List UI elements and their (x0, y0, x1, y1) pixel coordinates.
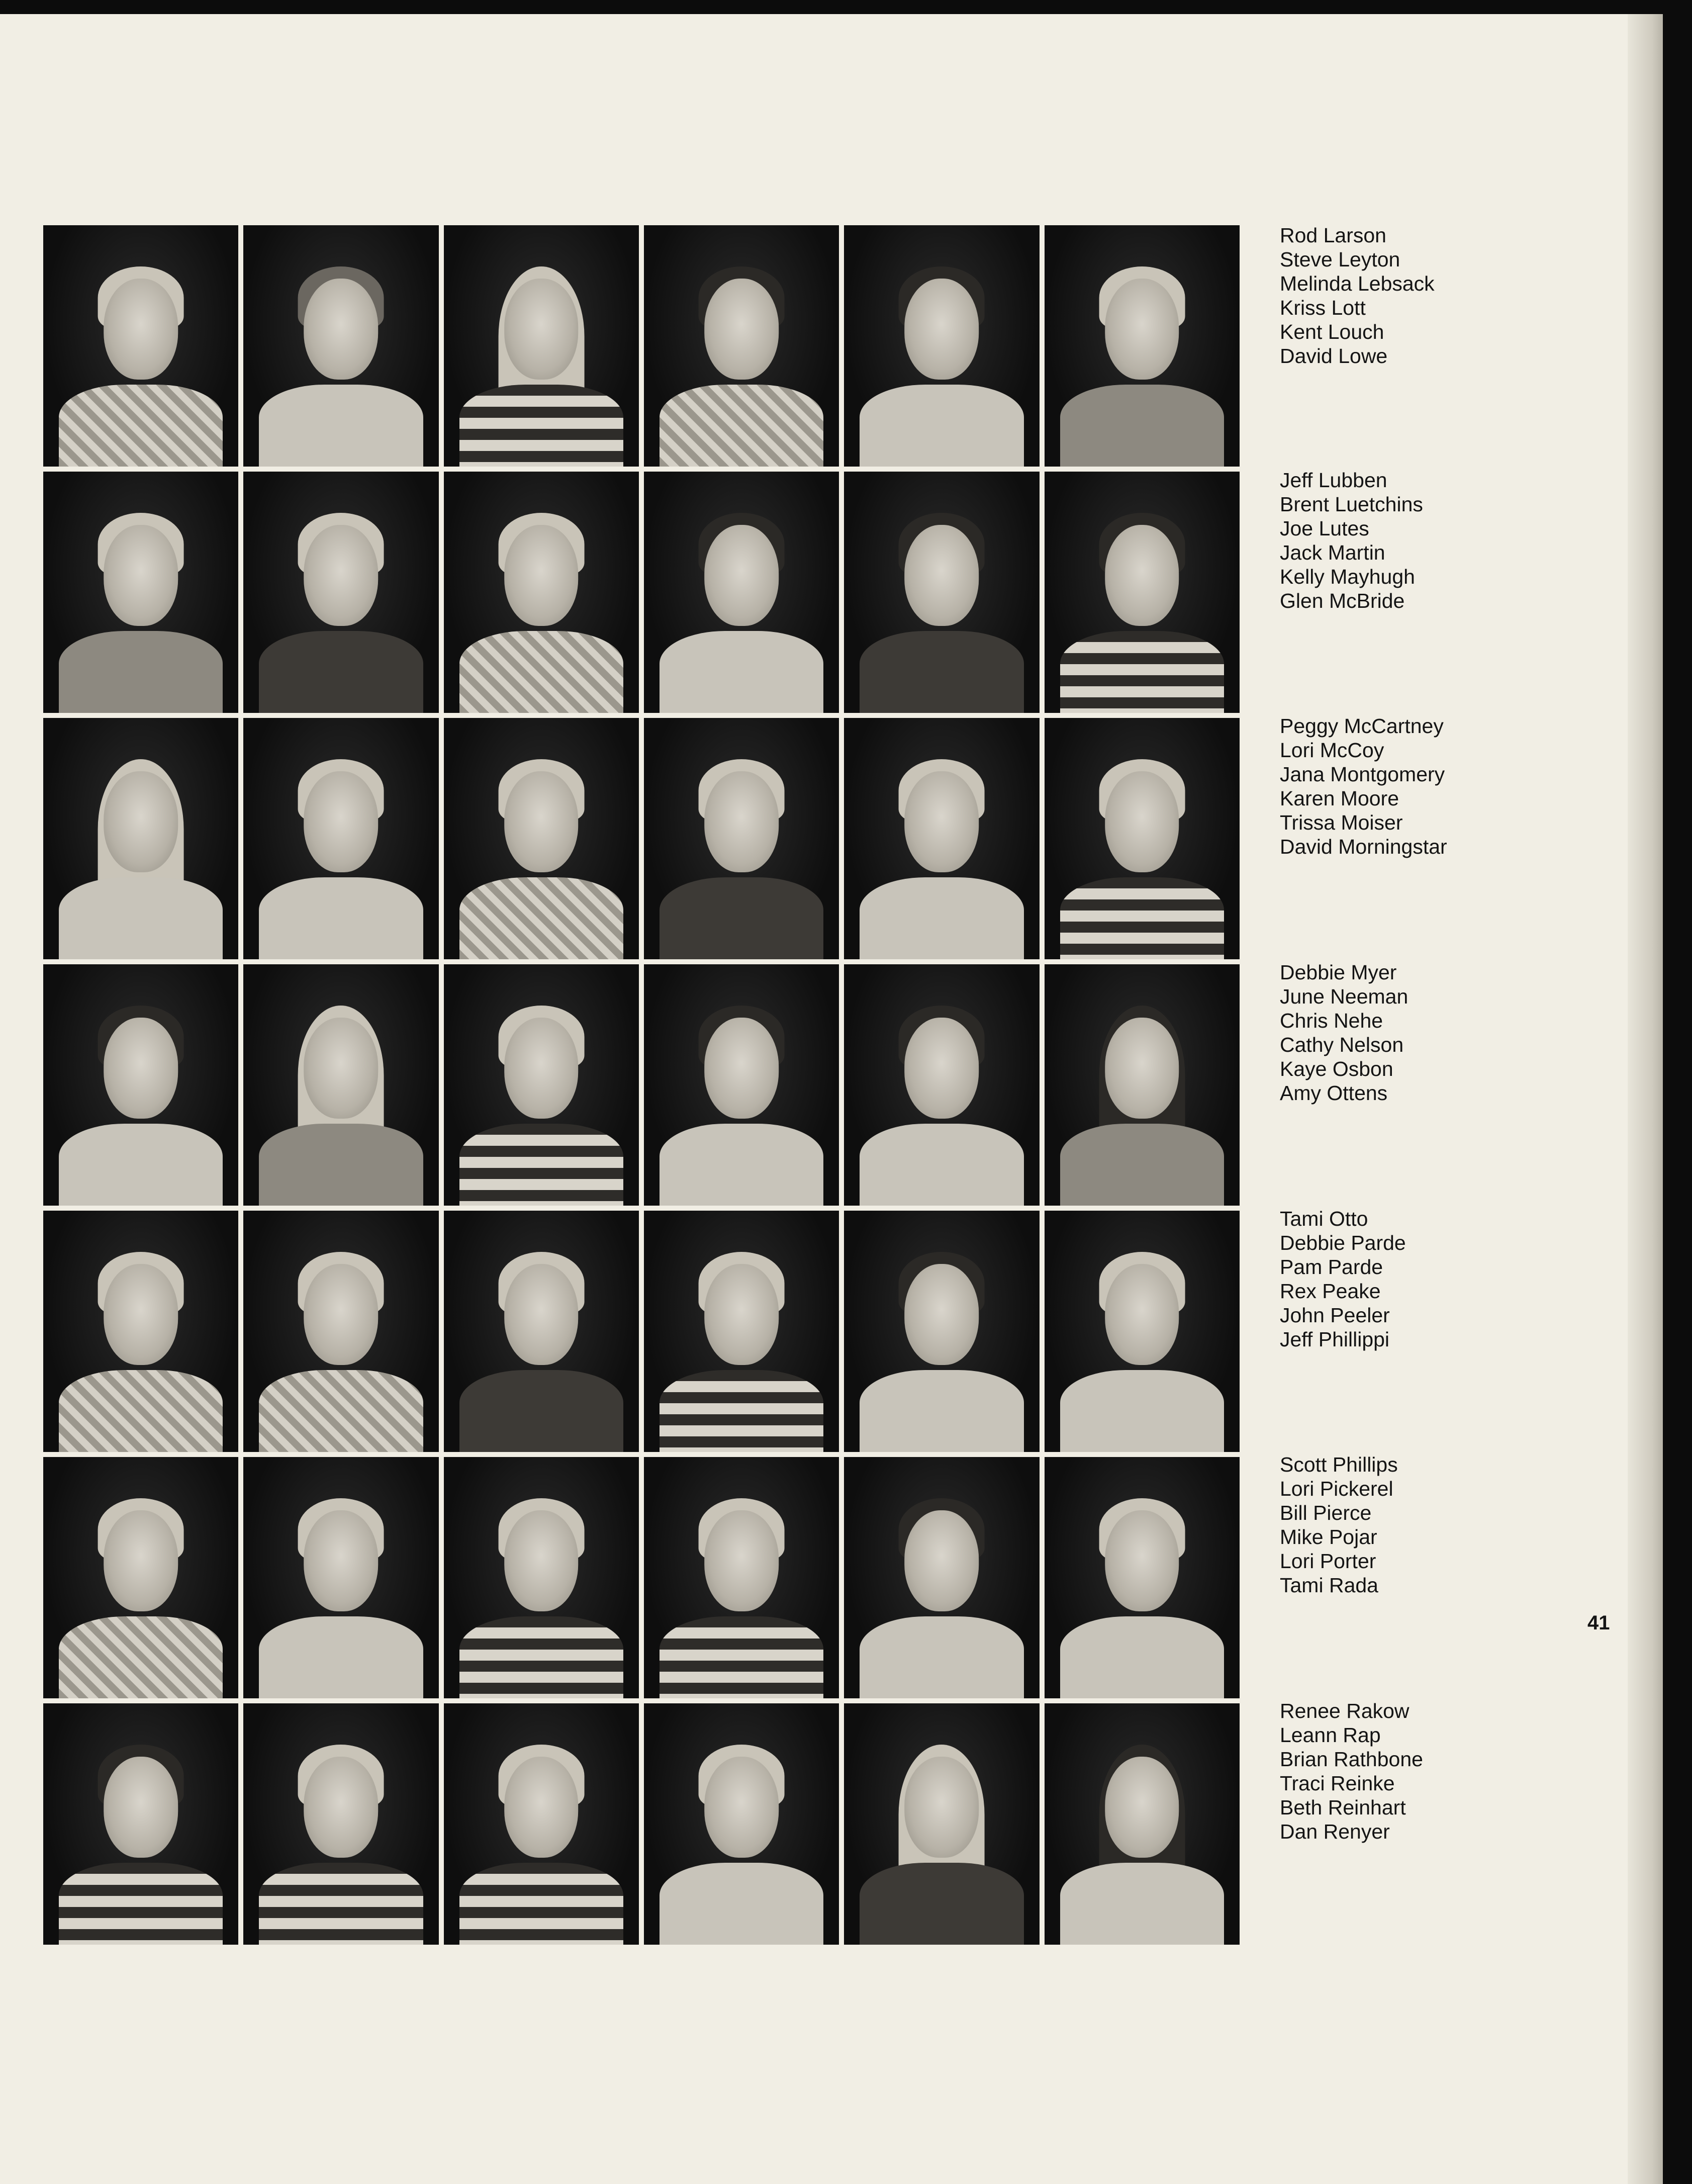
page-fold-shadow (1628, 14, 1663, 2184)
student-name: Kelly Mayhugh (1280, 565, 1415, 588)
portrait-face (1105, 771, 1179, 873)
student-name: Chris Nehe (1280, 1009, 1383, 1032)
portrait-shirt (459, 1863, 623, 1945)
portrait-face (104, 1018, 178, 1119)
name-list (1280, 1452, 1398, 1597)
portrait-shirt (860, 385, 1023, 467)
portrait-face (905, 1510, 979, 1612)
portrait-shirt (59, 1863, 223, 1945)
student-name: Brent Luetchins (1280, 493, 1423, 516)
portrait-shirt (259, 877, 423, 959)
student-portrait (1045, 1703, 1240, 1945)
portrait-shirt (459, 385, 623, 467)
student-portrait (844, 1703, 1039, 1945)
student-name: Melinda Lebsack (1280, 272, 1435, 295)
student-portrait (444, 1703, 639, 1945)
portrait-face (905, 279, 979, 380)
student-portrait (844, 718, 1039, 959)
portrait-shirt (860, 1370, 1023, 1452)
student-portrait (644, 1703, 839, 1945)
portrait-grid (43, 225, 1240, 1945)
student-portrait (1045, 718, 1240, 959)
student-name: Karen Moore (1280, 787, 1399, 810)
student-name: Steve Leyton (1280, 248, 1400, 271)
student-portrait (844, 964, 1039, 1206)
portrait-face (704, 1018, 779, 1119)
student-portrait (243, 472, 438, 713)
portrait-shirt (860, 877, 1023, 959)
name-list (1280, 960, 1408, 1105)
student-name: Peggy McCartney (1280, 714, 1444, 738)
portrait-face (304, 1018, 379, 1119)
portrait-shirt (259, 631, 423, 713)
student-name: Mike Pojar (1280, 1525, 1377, 1549)
portrait-shirt (59, 877, 223, 959)
portrait-shirt (1060, 385, 1224, 467)
student-name: Kaye Osbon (1280, 1057, 1393, 1080)
portrait-face (905, 1018, 979, 1119)
student-portrait (43, 1457, 238, 1698)
student-name: Lori Pickerel (1280, 1477, 1393, 1500)
student-name: Dan Renyer (1280, 1820, 1390, 1843)
portrait-face (504, 279, 579, 380)
student-portrait (43, 225, 238, 467)
student-name: Pam Parde (1280, 1255, 1383, 1279)
name-list (1280, 468, 1423, 613)
portrait-face (504, 771, 579, 873)
student-name: Joe Lutes (1280, 517, 1369, 540)
portrait-face (104, 1757, 178, 1858)
student-name: John Peeler (1280, 1304, 1390, 1327)
portrait-shirt (860, 1124, 1023, 1206)
student-name: Jeff Lubben (1280, 469, 1387, 492)
portrait-shirt (1060, 1124, 1224, 1206)
student-portrait (43, 964, 238, 1206)
student-portrait (1045, 1211, 1240, 1452)
student-name: June Neeman (1280, 985, 1408, 1008)
student-name: Jana Montgomery (1280, 763, 1445, 786)
student-portrait (43, 472, 238, 713)
student-name: Kriss Lott (1280, 296, 1366, 319)
portrait-shirt (459, 631, 623, 713)
portrait-face (1105, 1264, 1179, 1366)
portrait-shirt (860, 1616, 1023, 1698)
student-name: Rex Peake (1280, 1280, 1381, 1303)
student-name: Debbie Parde (1280, 1231, 1406, 1254)
name-list (1280, 714, 1447, 859)
portrait-face (704, 1757, 779, 1858)
portrait-shirt (259, 1616, 423, 1698)
student-name: Debbie Myer (1280, 961, 1397, 984)
student-name: Rod Larson (1280, 224, 1386, 247)
portrait-shirt (59, 631, 223, 713)
portrait-shirt (860, 1863, 1023, 1945)
portrait-shirt (860, 631, 1023, 713)
student-portrait (444, 472, 639, 713)
student-name: David Lowe (1280, 344, 1388, 368)
student-name: Bill Pierce (1280, 1501, 1372, 1524)
student-portrait (243, 964, 438, 1206)
portrait-face (304, 771, 379, 873)
portrait-face (304, 1264, 379, 1366)
portrait-shirt (1060, 1616, 1224, 1698)
portrait-face (104, 279, 178, 380)
portrait-face (704, 1510, 779, 1612)
student-name: Amy Ottens (1280, 1081, 1388, 1105)
portrait-shirt (259, 1124, 423, 1206)
student-portrait (644, 1457, 839, 1698)
student-portrait (644, 964, 839, 1206)
portrait-shirt (459, 1124, 623, 1206)
portrait-face (704, 771, 779, 873)
portrait-shirt (660, 385, 823, 467)
portrait-face (905, 771, 979, 873)
student-name: Renee Rakow (1280, 1699, 1409, 1722)
student-portrait (644, 225, 839, 467)
portrait-shirt (1060, 1863, 1224, 1945)
student-name: David Morningstar (1280, 835, 1447, 858)
name-list (1280, 1699, 1423, 1844)
portrait-face (1105, 525, 1179, 626)
portrait-shirt (59, 1370, 223, 1452)
student-portrait (444, 718, 639, 959)
portrait-shirt (660, 1616, 823, 1698)
student-portrait (43, 1703, 238, 1945)
student-portrait (444, 1211, 639, 1452)
portrait-face (504, 1018, 579, 1119)
portrait-shirt (1060, 631, 1224, 713)
student-portrait (844, 1211, 1039, 1452)
portrait-face (504, 525, 579, 626)
page-number: 41 (1587, 1612, 1610, 1634)
portrait-shirt (259, 1370, 423, 1452)
student-portrait (1045, 472, 1240, 713)
student-portrait (243, 225, 438, 467)
portrait-face (1105, 1510, 1179, 1612)
student-portrait (644, 718, 839, 959)
portrait-face (304, 1757, 379, 1858)
student-portrait (43, 1211, 238, 1452)
student-name: Tami Otto (1280, 1207, 1368, 1230)
portrait-shirt (660, 1124, 823, 1206)
portrait-face (704, 525, 779, 626)
student-portrait (243, 1703, 438, 1945)
portrait-shirt (59, 385, 223, 467)
portrait-face (304, 279, 379, 380)
student-portrait (444, 225, 639, 467)
portrait-shirt (660, 1863, 823, 1945)
portrait-face (905, 525, 979, 626)
portrait-shirt (59, 1124, 223, 1206)
portrait-face (304, 525, 379, 626)
portrait-shirt (660, 631, 823, 713)
name-list (1280, 1207, 1406, 1351)
portrait-face (1105, 1018, 1179, 1119)
student-name: Brian Rathbone (1280, 1748, 1423, 1771)
portrait-shirt (660, 1370, 823, 1452)
portrait-face (704, 1264, 779, 1366)
portrait-shirt (459, 1616, 623, 1698)
student-portrait (243, 1457, 438, 1698)
student-name: Traci Reinke (1280, 1772, 1395, 1795)
student-name: Scott Phillips (1280, 1453, 1398, 1476)
portrait-face (304, 1510, 379, 1612)
student-name: Cathy Nelson (1280, 1033, 1404, 1056)
yearbook-page (0, 14, 1663, 2184)
student-portrait (844, 472, 1039, 713)
portrait-shirt (59, 1616, 223, 1698)
portrait-face (504, 1510, 579, 1612)
student-name: Jeff Phillippi (1280, 1328, 1390, 1351)
student-portrait (1045, 1457, 1240, 1698)
portrait-shirt (459, 1370, 623, 1452)
student-portrait (844, 1457, 1039, 1698)
student-portrait (444, 1457, 639, 1698)
student-name: Beth Reinhart (1280, 1796, 1406, 1819)
portrait-face (504, 1757, 579, 1858)
portrait-shirt (1060, 877, 1224, 959)
portrait-shirt (259, 385, 423, 467)
student-portrait (444, 964, 639, 1206)
student-portrait (243, 718, 438, 959)
portrait-shirt (459, 877, 623, 959)
student-portrait (644, 472, 839, 713)
portrait-face (104, 525, 178, 626)
portrait-shirt (1060, 1370, 1224, 1452)
student-name: Lori Porter (1280, 1550, 1376, 1573)
portrait-face (1105, 279, 1179, 380)
portrait-face (104, 1264, 178, 1366)
student-portrait (1045, 225, 1240, 467)
portrait-face (104, 1510, 178, 1612)
student-portrait (844, 225, 1039, 467)
portrait-face (905, 1757, 979, 1858)
student-name: Kent Louch (1280, 320, 1384, 343)
portrait-face (1105, 1757, 1179, 1858)
student-portrait (243, 1211, 438, 1452)
portrait-face (104, 771, 178, 873)
student-name: Glen McBride (1280, 589, 1405, 612)
student-name: Trissa Moiser (1280, 811, 1403, 834)
student-name: Lori McCoy (1280, 739, 1384, 762)
student-portrait (43, 718, 238, 959)
student-portrait (1045, 964, 1240, 1206)
student-name: Tami Rada (1280, 1574, 1378, 1597)
portrait-shirt (259, 1863, 423, 1945)
student-name: Leann Rap (1280, 1723, 1381, 1747)
student-name: Jack Martin (1280, 541, 1385, 564)
portrait-shirt (660, 877, 823, 959)
student-portrait (644, 1211, 839, 1452)
portrait-face (704, 279, 779, 380)
portrait-face (905, 1264, 979, 1366)
portrait-face (504, 1264, 579, 1366)
name-list (1280, 223, 1435, 368)
